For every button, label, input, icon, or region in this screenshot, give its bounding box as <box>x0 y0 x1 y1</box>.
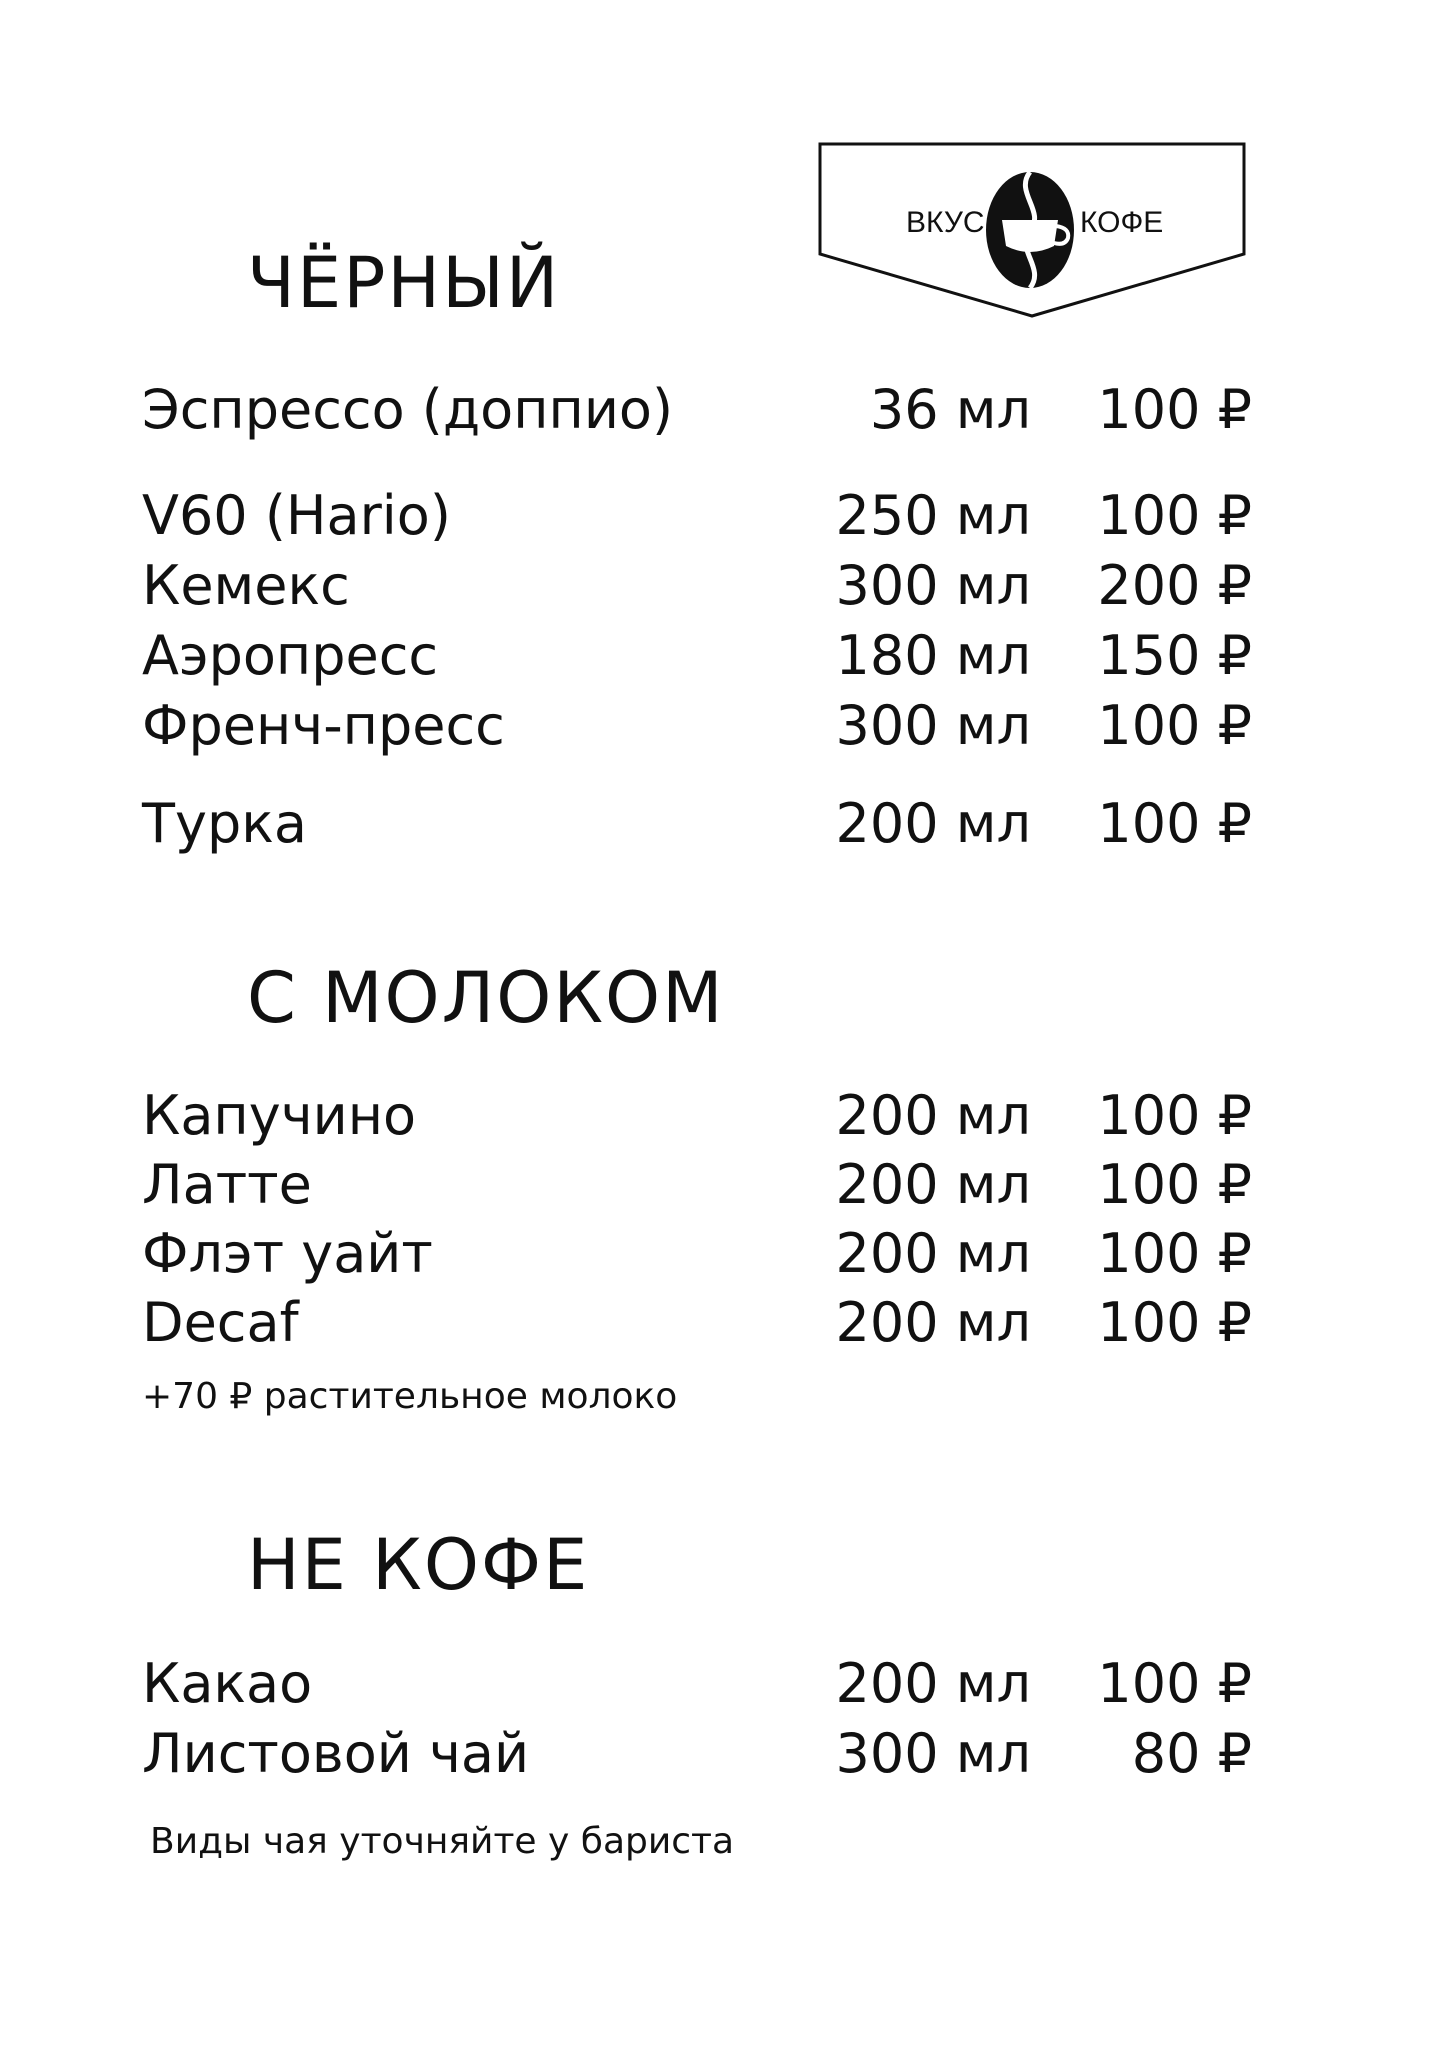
item-name: Эспрессо (доппио) <box>142 378 674 441</box>
item-volume: 250 мл <box>835 484 1031 547</box>
item-price: 100 ₽ <box>1097 694 1252 757</box>
item-price: 200 ₽ <box>1097 554 1252 617</box>
menu-item <box>0 556 1448 616</box>
menu-item <box>0 696 1448 756</box>
item-price: 100 ₽ <box>1097 378 1252 441</box>
item-volume: 200 мл <box>835 792 1031 855</box>
item-price: 100 ₽ <box>1097 1153 1252 1216</box>
item-price: 100 ₽ <box>1097 1222 1252 1285</box>
menu-item <box>0 1724 1448 1784</box>
item-name: Кемекс <box>142 554 350 617</box>
item-price: 150 ₽ <box>1097 624 1252 687</box>
item-name: V60 (Hario) <box>142 484 451 547</box>
item-volume: 200 мл <box>835 1153 1031 1216</box>
coffee-bean-cup-icon <box>986 172 1074 288</box>
item-price: 100 ₽ <box>1097 484 1252 547</box>
menu-item <box>0 626 1448 686</box>
item-price: 80 ₽ <box>1131 1722 1252 1785</box>
item-name: Френч-пресс <box>142 694 505 757</box>
item-volume: 200 мл <box>835 1291 1031 1354</box>
logo-text-left: ВКУС <box>906 206 985 239</box>
section-title-black: ЧЁРНЫЙ <box>247 242 561 324</box>
menu-item <box>0 1654 1448 1714</box>
item-name: Какао <box>142 1652 313 1715</box>
item-name: Капучино <box>142 1084 417 1147</box>
item-name: Листовой чай <box>142 1722 530 1785</box>
item-name: Латте <box>142 1153 312 1216</box>
section-title-not-coffee: НЕ КОФЕ <box>247 1524 590 1606</box>
brand-logo <box>818 142 1246 318</box>
item-volume: 300 мл <box>835 1722 1031 1785</box>
item-volume: 180 мл <box>835 624 1031 687</box>
menu-item <box>0 794 1448 854</box>
item-name: Флэт уайт <box>142 1222 433 1285</box>
menu-item <box>0 1155 1448 1215</box>
item-price: 100 ₽ <box>1097 1291 1252 1354</box>
tea-note: Виды чая уточняйте у бариста <box>150 1821 735 1862</box>
item-price: 100 ₽ <box>1097 792 1252 855</box>
item-volume: 36 мл <box>869 378 1031 441</box>
item-name: Decaf <box>142 1291 299 1354</box>
menu-item <box>0 486 1448 546</box>
item-volume: 200 мл <box>835 1084 1031 1147</box>
plant-milk-note: +70 ₽ растительное молоко <box>142 1376 678 1417</box>
item-volume: 300 мл <box>835 554 1031 617</box>
menu-item <box>0 1293 1448 1353</box>
item-name: Турка <box>142 792 307 855</box>
menu-item <box>0 1086 1448 1146</box>
logo-badge-shape <box>818 142 1246 318</box>
item-price: 100 ₽ <box>1097 1652 1252 1715</box>
menu-item <box>0 1224 1448 1284</box>
item-volume: 200 мл <box>835 1652 1031 1715</box>
section-title-with-milk: С МОЛОКОМ <box>247 957 725 1039</box>
item-volume: 200 мл <box>835 1222 1031 1285</box>
item-volume: 300 мл <box>835 694 1031 757</box>
logo-text-right: КОФЕ <box>1080 206 1164 239</box>
item-price: 100 ₽ <box>1097 1084 1252 1147</box>
item-name: Аэропресс <box>142 624 439 687</box>
menu-item <box>0 380 1448 440</box>
